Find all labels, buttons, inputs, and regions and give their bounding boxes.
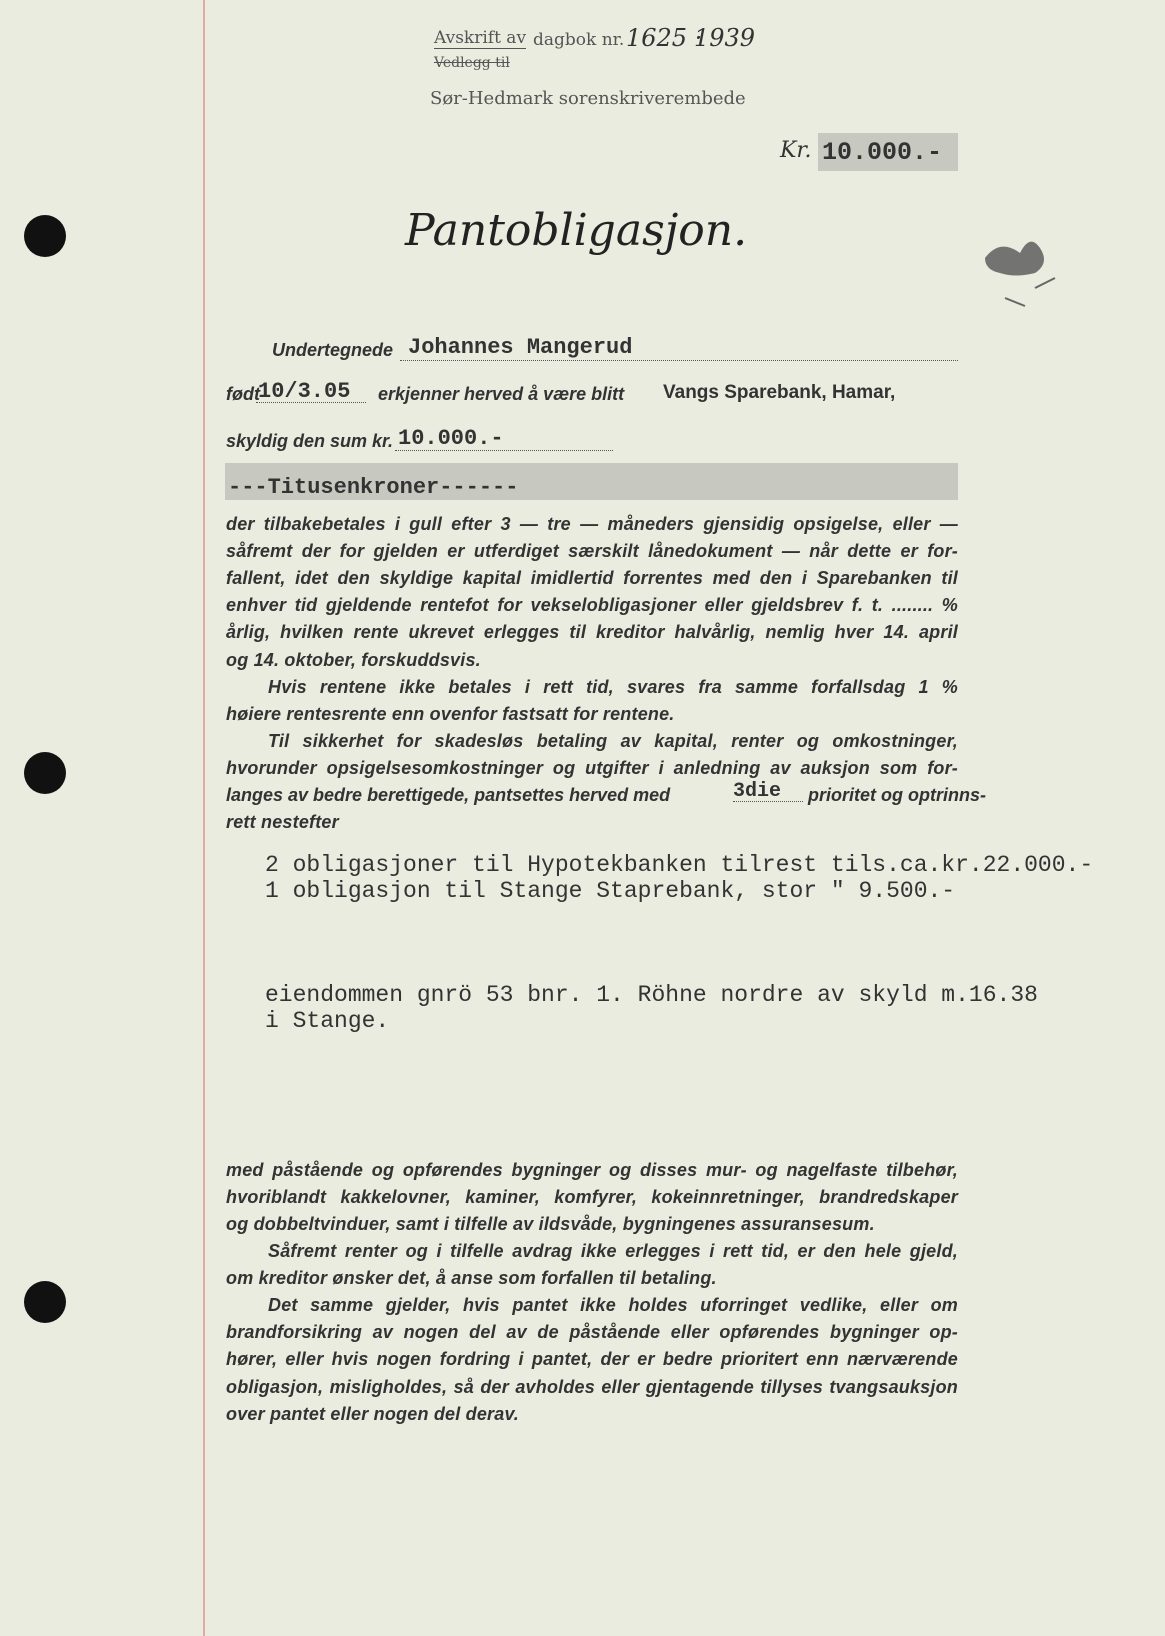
field-line (395, 450, 613, 451)
fodt-label: født (226, 384, 260, 404)
field-line (400, 360, 958, 361)
birth-date: 10/3.05 (258, 379, 351, 404)
property-line: i Stange. (265, 1008, 390, 1034)
vedlegg-label: Vedlegg til (434, 55, 510, 71)
field-line (256, 402, 366, 403)
body-line: prioritet og optrinns- (808, 785, 986, 805)
property-line: eiendommen gnrö 53 bnr. 1. Röhne nordre av skyld m.16.38 (265, 982, 1038, 1008)
amount-prefix: Kr. (780, 138, 812, 163)
skyldig-value: 10.000.- (398, 426, 504, 451)
avskrift-label: Avskrift av (434, 28, 527, 48)
body-line: årlig, hvilken rente ukrevet erlegges til kreditor halvårlig, nemlig hver 14. april (226, 622, 958, 642)
punch-hole (24, 1281, 66, 1323)
closing-line: og dobbeltvinduer, samt i tilfelle av ildsvåde, bygningenes assuransesum. (226, 1214, 875, 1234)
body-line: fallent, idet den skyldige kapital imidlertid forrentes med den i Sparebanken til (226, 568, 958, 588)
creditor-name: Vangs Sparebank, Hamar, (663, 382, 896, 403)
closing-line: Det samme gjelder, hvis pantet ikke holdes uforringet vedlike, eller om (268, 1295, 958, 1315)
body-line: og 14. oktober, forskuddsvis. (226, 650, 481, 670)
closing-line: om kreditor ønsker det, å anse som forfallen til betaling. (226, 1268, 717, 1288)
body-line: enhver tid gjeldende rentefot for vekselobligasjoner eller gjeldsbrev f. t. ........ % (226, 595, 958, 615)
margin-line (203, 0, 205, 1636)
closing-line: med påstående og opførendes bygninger og disses mur- og nagelfaste tilbehør, (226, 1160, 958, 1180)
closing-line: obligasjon, misligholdes, så der avholdes eller gjentagende tillyses tvangsauksjon (226, 1377, 958, 1397)
debtor-name: Johannes Mangerud (408, 335, 633, 360)
body-line: rett nestefter (226, 812, 339, 832)
skyldig-label: skyldig den sum kr. (226, 431, 394, 451)
typed-line: 2 obligasjoner til Hypotekbanken tilrest tils.ca.kr.22.000.- (265, 852, 1094, 878)
body-line: langes av bedre berettigede, pantsettes herved med (226, 785, 671, 805)
fodt-text: erkjenner herved å være blitt (378, 384, 625, 404)
ink-stamp-mark (980, 228, 1080, 318)
punch-hole (24, 752, 66, 794)
dagbok-year: 1939 (694, 24, 756, 52)
field-line (733, 801, 803, 802)
body-line: høiere rentesrente enn ovenfor fastsatt for rentene. (226, 704, 675, 724)
closing-line: hører, eller hvis nogen fordring i pantet, der er bedre prioritert enn nærværende (226, 1349, 958, 1369)
body-line: såfremt der for gjelden er utferdiget særskilt lånedokument — når dette er for- (226, 541, 958, 561)
typed-line: 1 obligasjon til Stange Staprebank, stor " 9.500.- (265, 878, 956, 904)
priority-value: 3die (733, 780, 782, 803)
closing-line: Såfremt renter og i tilfelle avdrag ikke erlegges i rett tid, er den hele gjeld, (268, 1241, 958, 1261)
punch-hole (24, 215, 66, 257)
document-title: Pantobligasjon. (405, 205, 748, 256)
body-line: Til sikkerhet for skadesløs betaling av kapital, renter og omkostninger, (268, 731, 958, 751)
dagbok-label: dagbok nr. (533, 30, 625, 50)
amount-words: ---Titusenkroner------ (228, 475, 519, 500)
closing-line: brandforsikring av nogen del av de påstående eller opførendes bygninger op- (226, 1322, 958, 1342)
body-line: hvorunder opsigelsesomkostninger og utgifter i anledning av auksjon som for- (226, 758, 958, 778)
dagbok-number: 1625 · (626, 24, 703, 52)
undertegnede-label: Undertegnede (272, 340, 394, 360)
closing-line: over pantet eller nogen del derav. (226, 1404, 519, 1424)
office-name: Sør-Hedmark sorenskriverembede (430, 88, 746, 109)
closing-line: hvoriblandt kakkelovner, kaminer, komfyrer, kokeinnretninger, brandredskaper (226, 1187, 958, 1207)
amount-value: 10.000.- (822, 138, 943, 167)
body-line: der tilbakebetales i gull efter 3 — tre — måneders gjensidig opsigelse, eller — (226, 514, 958, 534)
body-line: Hvis rentene ikke betales i rett tid, svares fra samme forfallsdag 1 % (268, 677, 958, 697)
